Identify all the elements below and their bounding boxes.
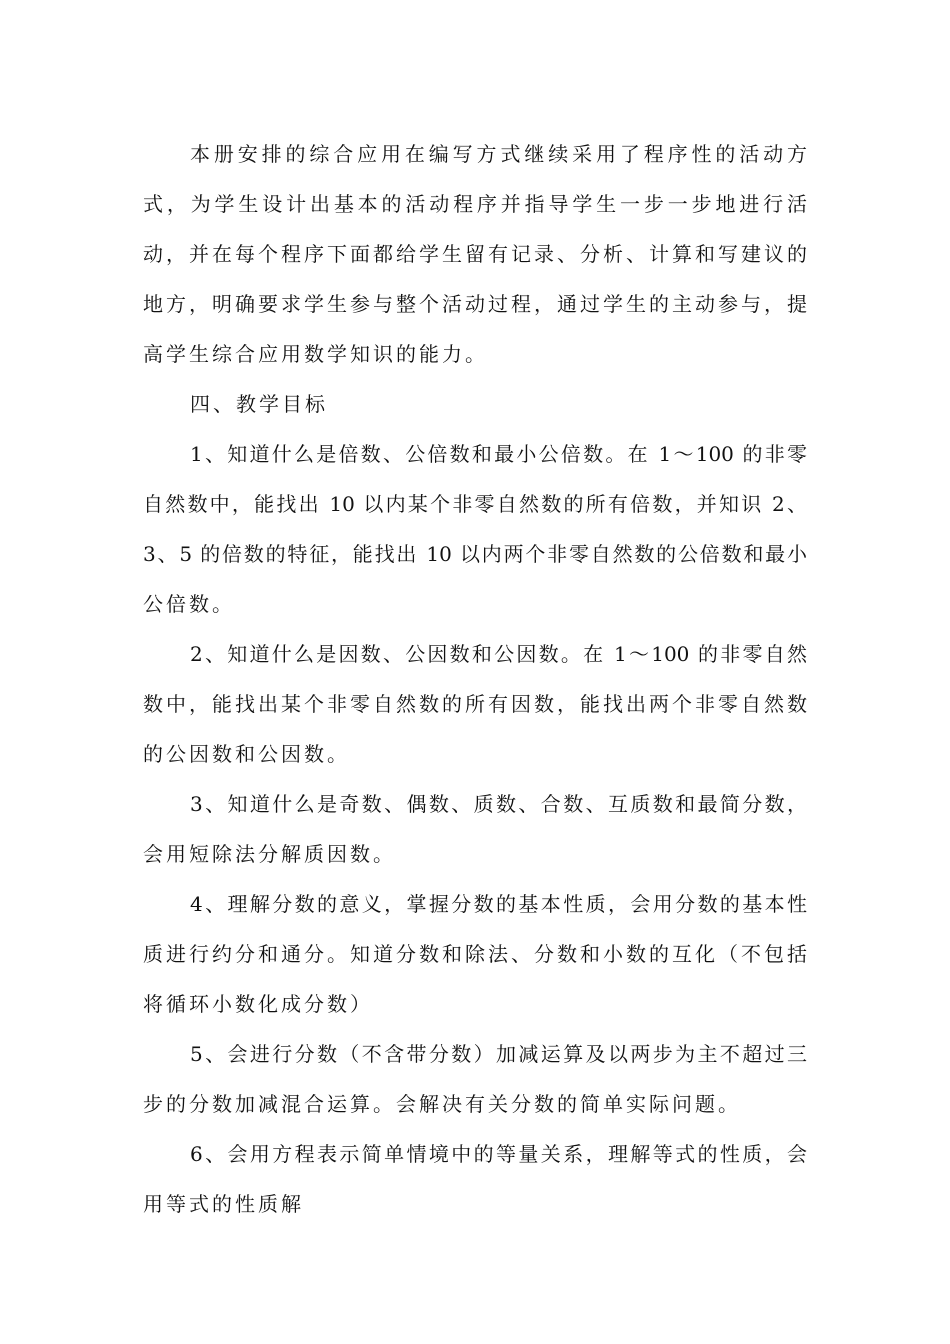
paragraph-line: 本册安排的综合应用在编写方式继续采用了程序性的活动方: [190, 142, 807, 166]
objective-line: 用等式的性质解: [143, 1192, 304, 1216]
objective-line: 步的分数加减混合运算。会解决有关分数的简单实际问题。: [143, 1092, 741, 1116]
paragraph-line: 地方，明确要求学生参与整个活动过程，通过学生的主动参与，提: [143, 292, 807, 316]
paragraph-line: 式，为学生设计出基本的活动程序并指导学生一步一步地进行活: [143, 192, 807, 216]
objective-line: 的公因数和公因数。: [143, 742, 350, 766]
paragraph-line: 动，并在每个程序下面都给学生留有记录、分析、计算和写建议的: [143, 242, 807, 266]
objective-line: 1、知道什么是倍数、公倍数和最小公倍数。在 1～100 的非零: [190, 442, 807, 466]
objective-line: 4、理解分数的意义，掌握分数的基本性质，会用分数的基本性: [190, 892, 807, 916]
paragraph-line: 高学生综合应用数学知识的能力。: [143, 342, 488, 366]
objective-line: 3、知道什么是奇数、偶数、质数、合数、互质数和最简分数，: [190, 792, 807, 816]
section-heading: 四、教学目标: [190, 392, 328, 416]
objective-line: 6、会用方程表示简单情境中的等量关系，理解等式的性质，会: [190, 1142, 807, 1166]
objective-line: 将循环小数化成分数）: [143, 992, 373, 1016]
objective-line: 公倍数。: [143, 592, 235, 616]
objective-line: 会用短除法分解质因数。: [143, 842, 396, 866]
objective-line: 2、知道什么是因数、公因数和公因数。在 1～100 的非零自然: [190, 642, 807, 666]
objective-line: 质进行约分和通分。知道分数和除法、分数和小数的互化（不包括: [143, 942, 807, 966]
objective-line: 数中，能找出某个非零自然数的所有因数，能找出两个非零自然数: [143, 692, 807, 716]
objective-line: 5、会进行分数（不含带分数）加减运算及以两步为主不超过三: [190, 1042, 807, 1066]
objective-line: 3、5 的倍数的特征，能找出 10 以内两个非零自然数的公倍数和最小: [143, 542, 807, 566]
objective-line: 自然数中，能找出 10 以内某个非零自然数的所有倍数，并知识 2、: [143, 492, 807, 516]
